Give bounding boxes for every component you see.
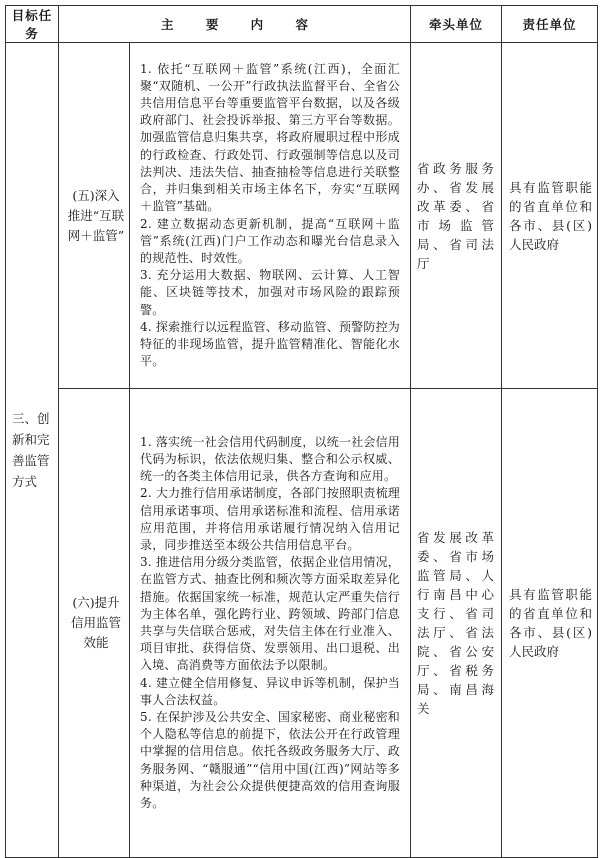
header-lead: 牵头单位 xyxy=(411,6,502,43)
content-item: 4. 探索推行以远程监管、移动监管、预警防控为特征的非现场监管，提升监管精准化、智能化水平。 xyxy=(140,319,400,369)
goal-cell: 三、创新和完善监管方式 xyxy=(6,43,59,858)
task-cell: (五)深入推进“互联网＋监管” xyxy=(59,43,130,389)
content-item: 4. 建立健全信用修复、异议申诉等机制，保护当事人合法权益。 xyxy=(140,675,400,707)
content-item: 1. 依托“互联网＋监管”系统(江西)，全面汇聚“双随机、一公开”行政执法监督平台、全省公共信用信息平台等重要监管平台数据，以及各级政府部门、社会投诉举报、第三方平台等数据。加强监管信息归集共享，将政府履职过程中形成的行政检查、行政处罚、行政强制等信息以及司法判决、违法失信、抽查抽检等信息进行关联整合，并归集到相关市场主体名下，夯实“互联网＋监管”基础。 xyxy=(140,61,400,214)
header-row xyxy=(6,6,598,43)
content-item: 2. 大力推行信用承诺制度，各部门按照职责梳理信用承诺事项、信用承诺标准和流程、信用承诺应用范围，并将信用承诺履行情况纳入信用记录，同步推送至本级公共信用信息平台。 xyxy=(140,486,400,552)
content-cell xyxy=(130,389,411,858)
content-item: 1. 落实统一社会信用代码制度，以统一社会信用代码为标识，依法依规归集、整合和公示权威、统一的各类主体信用记录，供各方查询和应用。 xyxy=(140,434,400,484)
table-row xyxy=(6,389,598,858)
task-cell: (六)提升信用监管效能 xyxy=(59,389,130,858)
table-row xyxy=(6,43,598,389)
content-item: 3. 推进信用分级分类监管，依据企业信用情况，在监管方式、抽查比例和频次等方面采取差异化措施。依据国家统一标准，规范认定严重失信行为主体名单，强化跨行业、跨领域、跨部门信息共享与失信联合惩戒，对失信主体在行业准入、项目审批、获得信贷、发票领用、出口退税、出入境、高消费等方面依法予以限制。 xyxy=(140,555,400,673)
header-goal: 目标任务 xyxy=(6,6,59,43)
header-resp: 责任单位 xyxy=(502,6,598,43)
header-content xyxy=(59,6,411,43)
content-item: 3. 充分运用大数据、物联网、云计算、人工智能、区块链等技术，加强对市场风险的跟踪预警。 xyxy=(140,268,400,317)
lead-unit-cell: 省发展改革委、省市场监管局、人行南昌中心支行、省司法厅、省法院、省公安厅、省税务局、南昌海关 xyxy=(411,389,502,858)
header-content-label: 主 要 内 容 xyxy=(160,17,323,32)
content-item: 5. 在保护涉及公共安全、国家秘密、商业秘密和个人隐私等信息的前提下，依法公开在行政管理中掌握的信用信息。依托各级政务服务大厅、政务服务网、“赣服通”“信用中国(江西)”网站等多种渠道，为社会公众提供便捷高效的信用查询服务。 xyxy=(140,710,400,811)
content-cell xyxy=(130,43,411,389)
lead-unit-cell: 省政务服务办、省发展改革委、省市场监管局、省司法厅 xyxy=(411,43,502,389)
content-item: 2. 建立数据动态更新机制，提高“互联网＋监管”系统(江西)门户工作动态和曝光台信息录入的规范性、时效性。 xyxy=(140,216,400,265)
resp-unit-cell: 具有监管职能的省直单位和各市、县(区)人民政府 xyxy=(502,389,598,858)
resp-unit-cell: 具有监管职能的省直单位和各市、县(区)人民政府 xyxy=(502,43,598,389)
task-table xyxy=(5,5,598,858)
